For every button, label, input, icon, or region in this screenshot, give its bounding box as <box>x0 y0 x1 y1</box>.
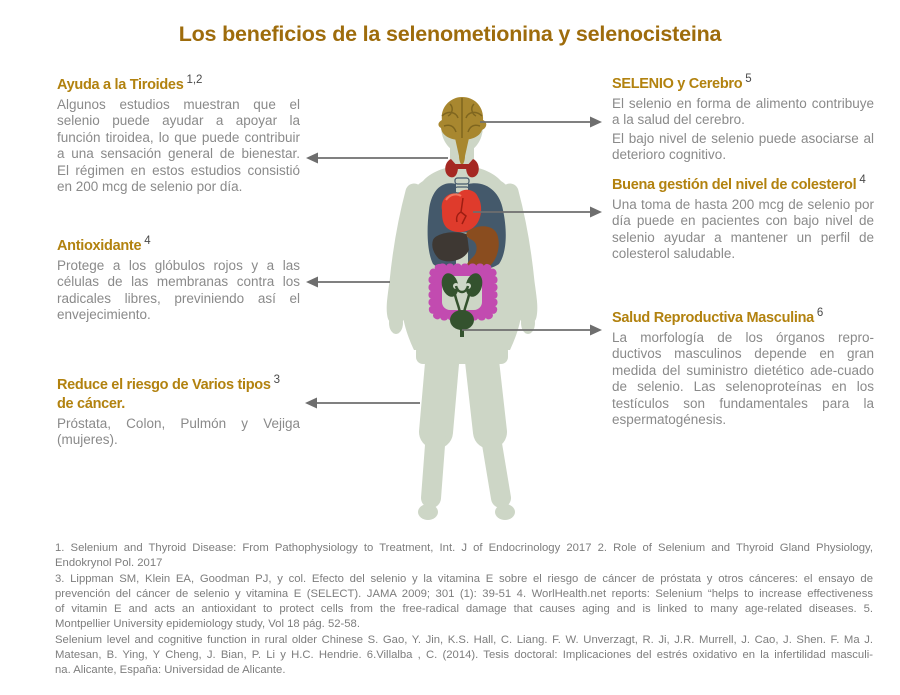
reference-superscript: 4 <box>859 174 866 186</box>
reference-superscript: 5 <box>745 73 752 85</box>
benefit-heading <box>612 304 874 328</box>
benefit-block-brain <box>612 70 874 164</box>
benefit-body: La morfología de los órganos repro-ductivos masculinos depende en gran medida del suministro dietético ade-cuado de selenio. Las selenoproteínas en los testículos son fundamentales para la espermatogénesis. <box>612 329 874 428</box>
benefit-heading <box>57 371 300 395</box>
reference-line: 3. Lippman SM, Klein EA, Goodman PJ, y col. Efecto del selenio y la vitamina E sobre el riesgo de cáncer de próstata y otros cánceres: el ensayo de <box>55 573 873 585</box>
benefit-heading-text: Reduce el riesgo de Varios tipos <box>57 376 271 393</box>
benefit-body: Protege a los glóbulos rojos y a las células de las membranas contra los radicales libres, previniendo así el envejecimiento. <box>57 257 300 323</box>
benefit-heading-text: Ayuda a la Tiroides <box>57 76 184 93</box>
reference-line: Matesan, B. Ying, Y Cheng, J. Bian, P. Li y H.C. Hendrie. 6.Villalba , C. (2014). Tesis doctoral: Implicaciones del estrés oxidativo en la infertilidad masculi- <box>55 649 873 661</box>
reference-line: prevención del cáncer de selenio y vitamina E (SELECT). JAMA 2009; 301 (1): 39-51 4. WorlHealth.net reports: Selenium “helps to increase effectiveness <box>55 588 873 600</box>
human-body-figure <box>330 80 590 530</box>
benefit-heading-text: Salud Reproductiva Masculina <box>612 309 814 326</box>
benefit-body: El selenio en forma de alimento contribuye a la salud del cerebro. <box>612 95 874 128</box>
benefit-heading-text: Antioxidante <box>57 237 142 254</box>
reference-line: Endokrynol Pol. 2017 <box>55 557 163 569</box>
benefit-body: Próstata, Colon, Pulmón y Vejiga (mujeres). <box>57 415 300 448</box>
reference-line: 1. Selenium and Thyroid Disease: From Pathophysiology to Treatment, Int. J of Endocrinology 2017 2. Role of Selenium and Thyroid Gland Physiology, <box>55 542 873 554</box>
benefit-body: Una toma de hasta 200 mcg de selenio por día puede en pacientes con bajo nivel de selenio ayudar a mantener un perfil de colesterol saludable. <box>612 196 874 262</box>
reference-line: of vitamin E and acts an antioxidant to protect cells from the free-radical damage that causes aging and is linked to many age-related diseases. 5. <box>55 603 873 615</box>
benefit-heading-text: Buena gestión del nivel de colesterol <box>612 176 857 193</box>
benefit-block-antioxidant <box>57 232 300 324</box>
reference-line: Montpellier University epidemiology study, Vol 18 pág. 52-58. <box>55 618 360 630</box>
page-title: Los beneficios de la selenometionina y selenocisteina <box>178 22 722 46</box>
benefit-heading <box>57 232 300 256</box>
benefit-block-cholesterol <box>612 171 874 263</box>
benefit-block-cancer-risk <box>57 371 300 449</box>
benefit-heading-text: SELENIO y Cerebro <box>612 75 743 92</box>
reference-superscript: 3 <box>273 374 281 386</box>
reference-superscript: 4 <box>144 235 151 247</box>
benefit-heading <box>612 171 874 195</box>
heart-organ <box>442 190 481 232</box>
benefit-heading <box>57 71 300 95</box>
benefit-block-thyroid <box>57 71 300 196</box>
brain-organ <box>438 97 486 165</box>
benefit-heading-line2: de cáncer. <box>57 395 125 412</box>
reference-superscript: 6 <box>816 307 824 319</box>
benefit-body: Algunos estudios muestran que el selenio puede ayudar a apoyar la función tiroidea, lo que puede contribuir a una sensación general de bienestar. El régimen en estos estudios consistió en 200 mcg de selenio por día. <box>57 96 300 195</box>
benefit-heading <box>612 70 874 94</box>
reference-superscript: 1,2 <box>186 74 203 86</box>
benefit-block-male-reproductive <box>612 304 874 429</box>
references-footer <box>55 541 873 678</box>
reference-line: Selenium level and cognitive function in rural older Chinese S. Gao, Y. Jin, K.S. Hall, C. Liang. F. W. Unverzagt, R. Ji, J.R. Murrell, J. Cao, J. Shen. F. Ma J. <box>55 634 873 646</box>
benefit-body-line2: El bajo nivel de selenio puede asociarse al deterioro cognitivo. <box>612 130 874 163</box>
reference-line: na. Alicante, España: Universidad de Alicante. <box>55 664 286 676</box>
